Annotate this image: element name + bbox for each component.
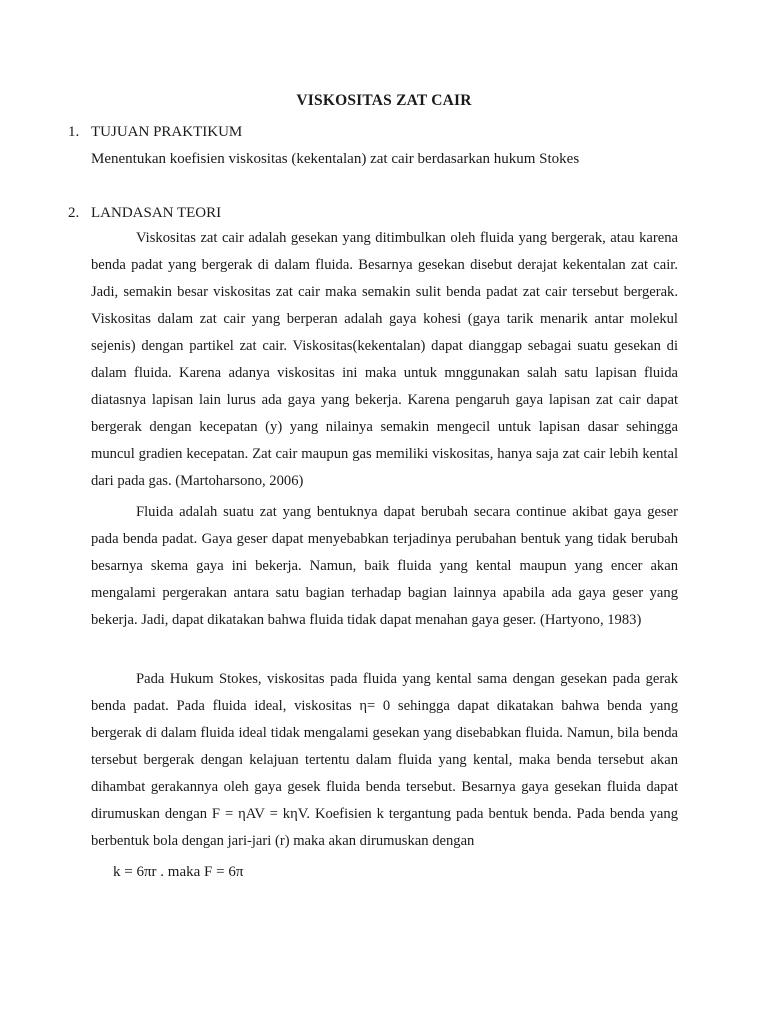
section-title: LANDASAN TEORI (91, 205, 222, 221)
section-number: 2. (68, 205, 80, 221)
formula-line: k = 6πr . maka F = 6π (113, 864, 244, 880)
section-title: TUJUAN PRAKTIKUM (91, 124, 243, 140)
section-heading-landasan (68, 203, 221, 223)
document-title: VISKOSITAS ZAT CAIR (296, 92, 472, 109)
paragraph-viskositas: Viskositas zat cair adalah gesekan yang ditimbulkan oleh fluida yang bergerak, atau karena benda padat yang bergerak di dalam fluida. Besarnya gesekan disebut derajat kekentalan zat cair. Jadi, semakin besar viskositas zat cair maka semakin sulit benda padat zat cair tersebut bergerak. Viskositas dalam zat cair yang berperan adalah gaya kohesi (gaya tarik menarik antar molekul sejenis) dengan partikel zat cair. Viskositas(kekentalan) dapat dianggap sebagai suatu gesekan di dalam fluida. Karena adanya viskositas ini maka untuk mnggunakan salah satu lapisan fluida diatasnya lapisan lain lurus ada gaya yang bekerja. Karena pengaruh gaya lapisan zat cair dapat bergerak dengan kecepatan (y) yang nilainya semakin mengecil untuk lapisan dasar sehingga muncul gradien kecepatan. Zat cair maupun gas memiliki viskositas, hanya saja zat cair lebih kental dari pada gas. (Martoharsono, 2006) (91, 230, 678, 489)
paragraph-fluida: Fluida adalah suatu zat yang bentuknya dapat berubah secara continue akibat gaya geser pada benda padat. Gaya geser dapat menyebabkan terjadinya perubahan bentuk yang tidak berubah besarnya skema gaya ini bekerja. Namun, baik fluida yang kental maupun yang encer akan mengalami pergerakan antara satu bagian terhadap bagian lainnya apabila ada gaya geser yang bekerja. Jadi, dapat dikatakan bahwa fluida tidak dapat menahan gaya geser. (Hartyono, 1983) (91, 504, 678, 628)
section-heading-tujuan (68, 122, 242, 142)
tujuan-text: Menentukan koefisien viskositas (kekentalan) zat cair berdasarkan hukum Stokes (91, 151, 580, 167)
paragraph-hukum-stokes: Pada Hukum Stokes, viskositas pada fluida yang kental sama dengan gesekan pada gerak benda padat. Pada fluida ideal, viskositas η= 0 sehingga dapat dikatakan bahwa benda yang bergerak di dalam fluida ideal tidak mengalami gesekan yang disebabkan fluida. Namun, bila benda tersebut bergerak dengan kelajuan tertentu dalam fluida yang kental, maka benda tersebut akan dihambat gerakannya oleh gaya gesek fluida benda tersebut. Besarnya gaya gesekan fluida dapat dirumuskan dengan F = ηAV = kηV. Koefisien k tergantung pada bentuk benda. Pada benda yang berbentuk bola dengan jari-jari (r) maka akan dirumuskan dengan (91, 671, 678, 849)
section-number: 1. (68, 124, 80, 140)
